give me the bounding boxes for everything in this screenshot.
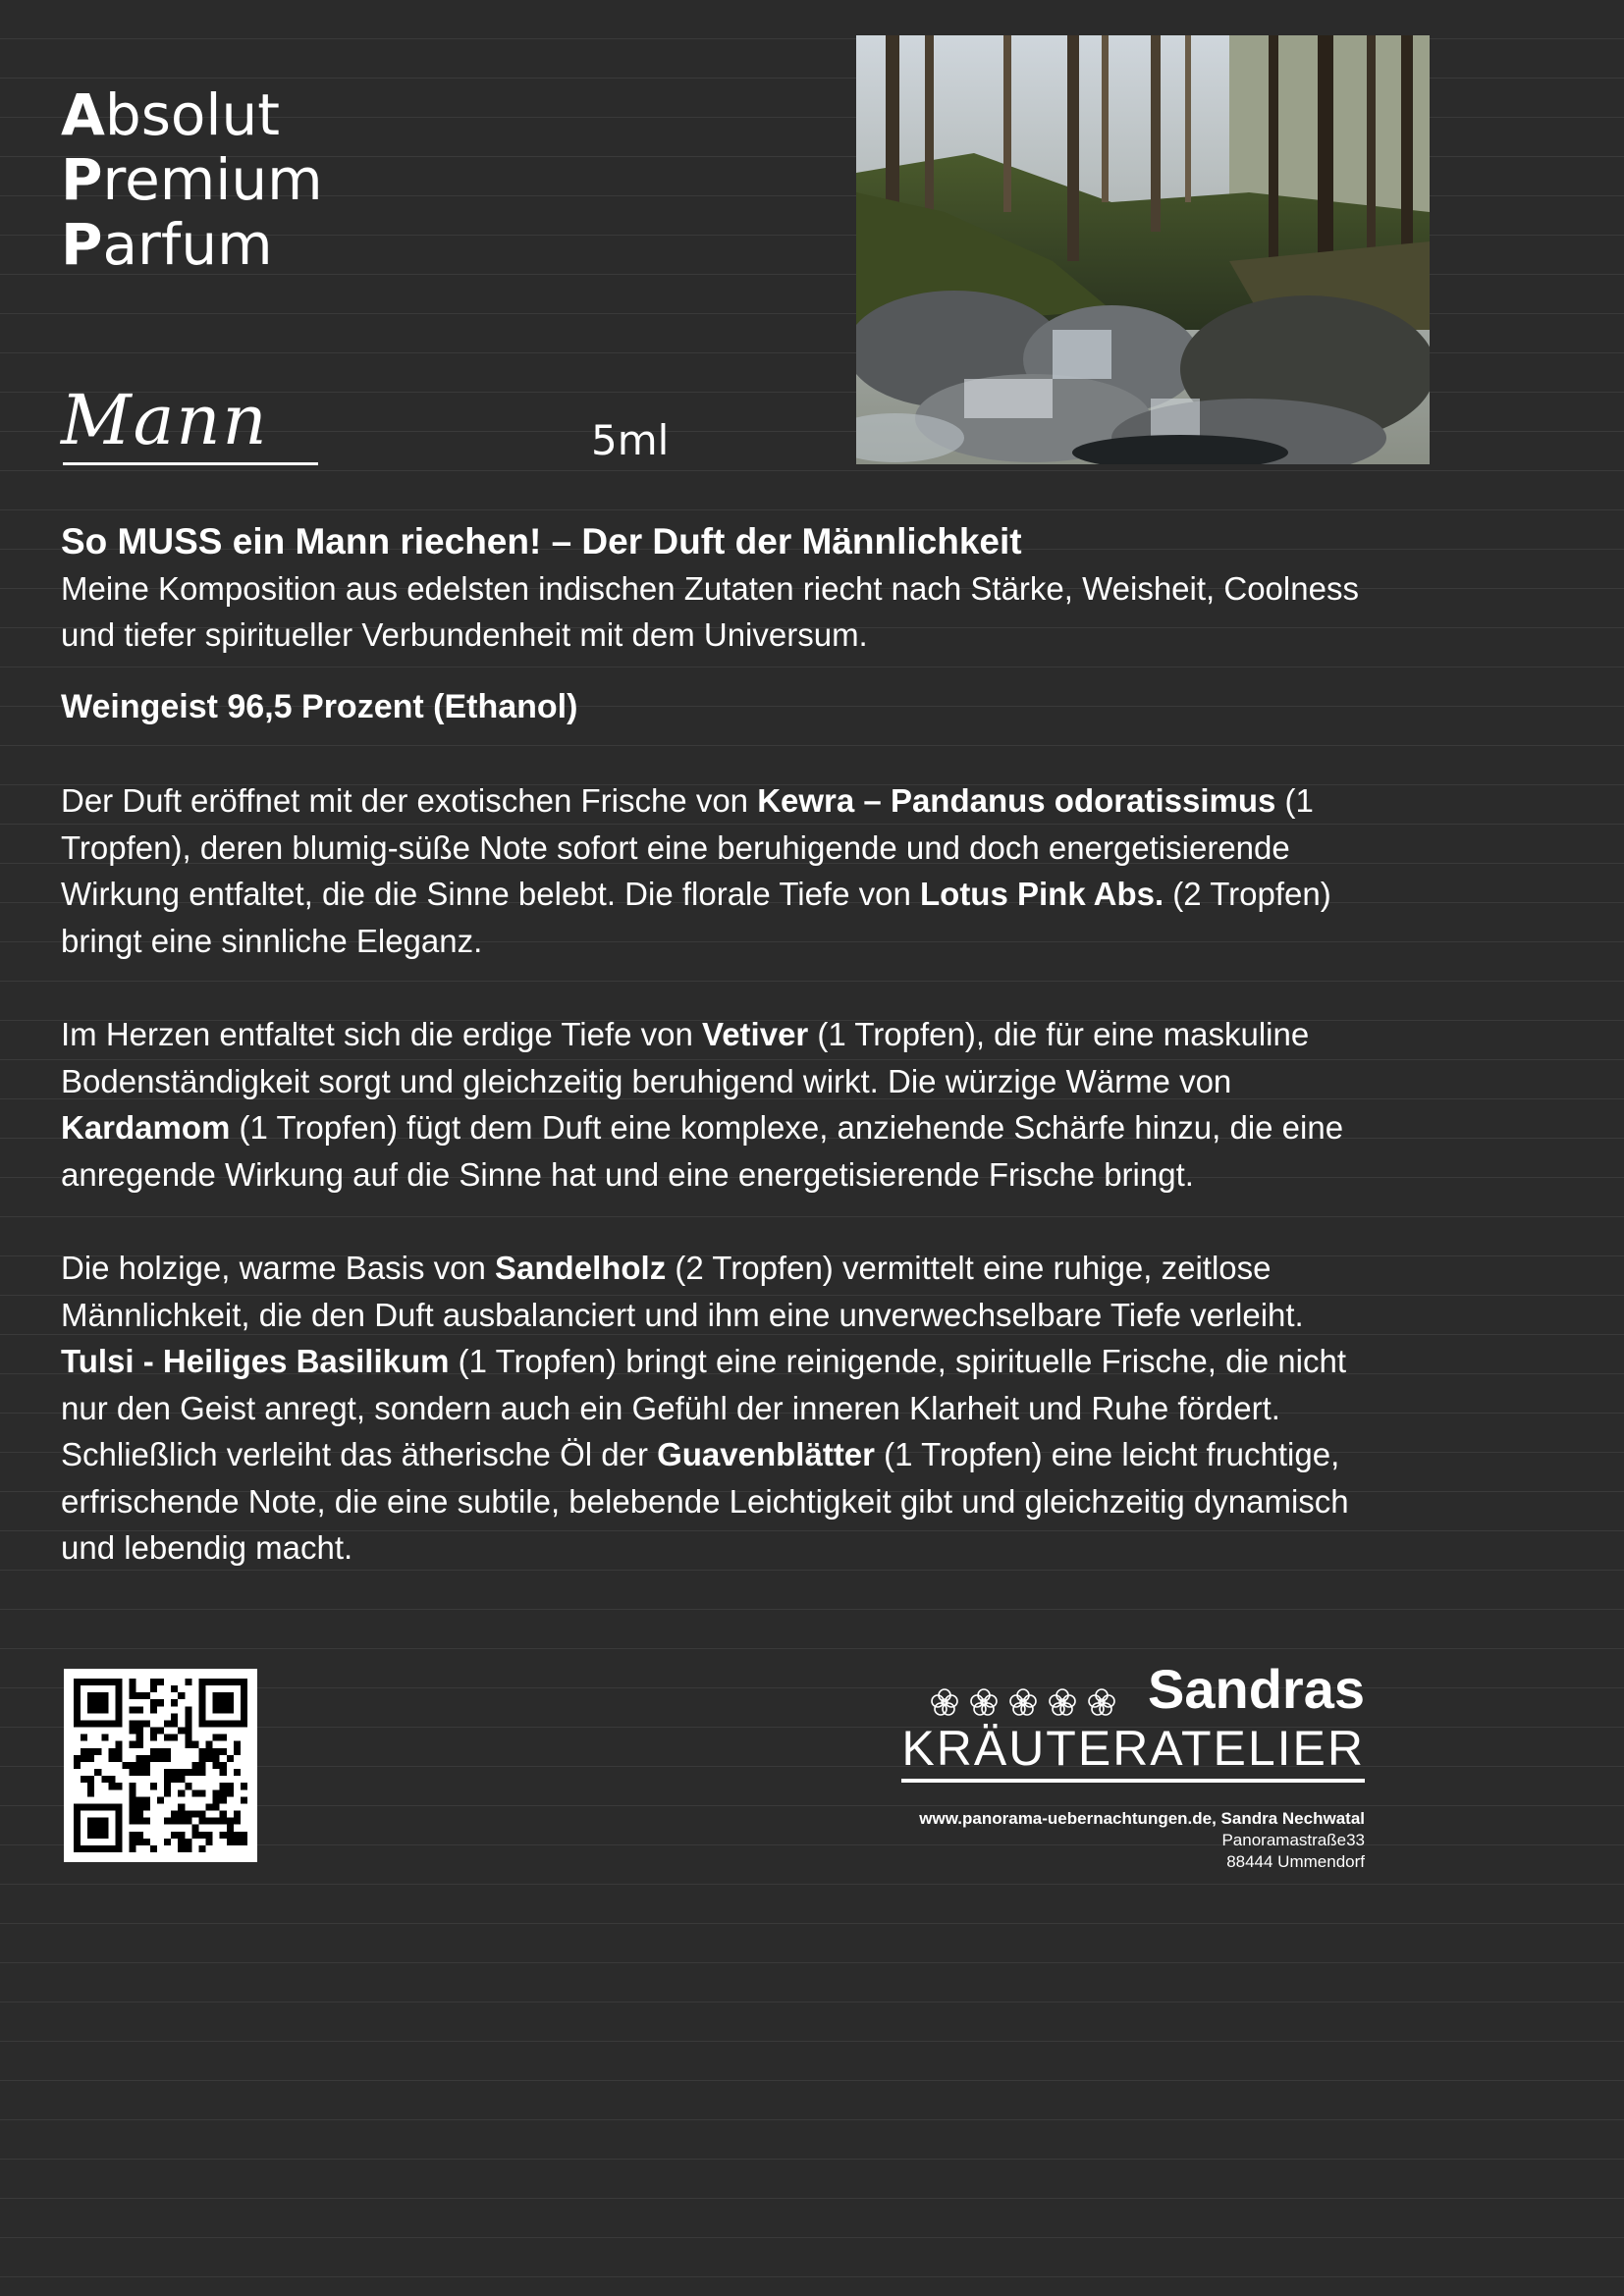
flower-icon xyxy=(1086,1686,1117,1718)
volume-label: 5ml xyxy=(591,416,670,464)
intro-text: Meine Komposition aus edelsten indischen Zutaten riecht nach Stärke, Weisheit, Coolness und tiefer spiritueller Verbundenheit mit dem Universum. xyxy=(61,569,1359,653)
title-line-absolut xyxy=(61,82,650,147)
brand-website[interactable]: www.panorama-uebernachtungen.de, Sandra Nechwatal xyxy=(919,1809,1365,1828)
text: (1 Tropfen) bringt eine reinigende, spirituelle Frische, die nicht nur den Geist anregt, sondern auch ein Gefühl der inneren Klarheit und Ruhe fördert. Schließlich verleiht das ätherische Öl der xyxy=(61,1343,1346,1472)
product-name-underline xyxy=(63,462,318,465)
text: (1 Tropfen), deren blumig-süße Note sofort eine beruhigende und doch energetisierende Wirkung entfaltet, die die Sinne belebt. Die florale Tiefe von xyxy=(61,782,1314,912)
title-rest: arfum xyxy=(102,211,273,278)
title-line-parfum xyxy=(61,212,650,277)
paragraph-top-notes xyxy=(61,777,1377,964)
brand-street: Panoramastraße33 xyxy=(1221,1831,1365,1849)
product-name: Mann xyxy=(61,380,269,460)
paragraph-heart-notes xyxy=(61,1011,1377,1198)
text: (2 Tropfen) vermittelt eine ruhige, zeitlose Männlichkeit, die den Duft ausbalanciert und ihm eine unverwechselbare Tiefe verleiht. xyxy=(61,1250,1304,1333)
flower-icon xyxy=(1047,1686,1078,1718)
ingredient-name: Kewra – Pandanus odoratissimus xyxy=(757,782,1276,819)
base-ingredient: Weingeist 96,5 Prozent (Ethanol) xyxy=(61,687,578,725)
product-title xyxy=(61,82,650,277)
title-rest: remium xyxy=(102,146,323,213)
brand-name: Sandras xyxy=(1148,1658,1365,1720)
ingredient-name: Kardamom xyxy=(61,1109,231,1146)
flower-row xyxy=(929,1686,1117,1718)
text: (1 Tropfen) eine leicht fruchtige, erfrischende Note, die eine subtile, belebende Leichtigkeit gibt und gleichzeitig dynamisch und lebendig macht. xyxy=(61,1436,1349,1566)
flower-icon xyxy=(968,1686,1000,1718)
text: (1 Tropfen) fügt dem Duft eine komplexe, anziehende Schärfe hinzu, die eine anregende Wirkung auf die Sinne hat und eine energetisierende Frische bringt. xyxy=(61,1109,1344,1193)
ingredient-name: Sandelholz xyxy=(495,1250,667,1286)
ingredient-name: Lotus Pink Abs. xyxy=(920,876,1164,912)
text: Der Duft eröffnet mit der exotischen Frische von xyxy=(61,782,758,819)
title-rest: bsolut xyxy=(104,81,281,148)
ingredient-name: Vetiver xyxy=(702,1016,809,1052)
brand-subtitle: KRÄUTERATELIER xyxy=(901,1720,1365,1783)
flower-icon xyxy=(1007,1686,1039,1718)
description xyxy=(61,518,1377,1572)
headline: So MUSS ein Mann riechen! – Der Duft der Männlichkeit xyxy=(61,521,1022,561)
title-initial: P xyxy=(61,146,103,213)
ingredient-name: Tulsi - Heiliges Basilikum xyxy=(61,1343,450,1379)
title-initial: P xyxy=(61,211,103,278)
title-initial: A xyxy=(61,81,105,148)
text: Im Herzen entfaltet sich die erdige Tiefe von xyxy=(61,1016,703,1052)
brand-block xyxy=(874,1659,1365,1873)
text: (2 Tropfen) bringt eine sinnliche Eleganz. xyxy=(61,876,1331,959)
ingredient-name: Guavenblätter xyxy=(657,1436,876,1472)
text: Die holzige, warme Basis von xyxy=(61,1250,496,1286)
brand-city: 88444 Ummendorf xyxy=(1226,1852,1365,1871)
flower-icon xyxy=(929,1686,960,1718)
forest-creek-photo xyxy=(856,35,1430,464)
qr-code[interactable] xyxy=(64,1669,257,1862)
text: (1 Tropfen), die für eine maskuline Bodenständigkeit sorgt und gleichzeitig beruhigend wirkt. Die würzige Wärme von xyxy=(61,1016,1310,1099)
paragraph-base-notes xyxy=(61,1245,1377,1572)
title-line-premium xyxy=(61,147,650,212)
